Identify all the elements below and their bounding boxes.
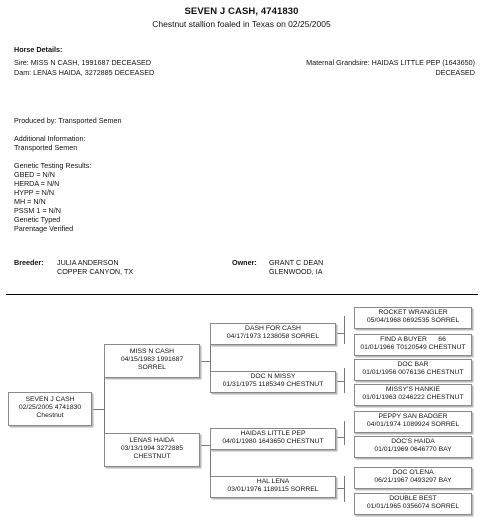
horse-info: 01/01/1966 T0120549 CHESTNUT bbox=[360, 344, 466, 351]
horse-info: 04/01/1980 1643650 CHESTNUT bbox=[222, 438, 324, 445]
pedigree-connector bbox=[200, 445, 210, 446]
genetic-result: GBED = N/N bbox=[14, 170, 55, 179]
pedigree-great-grandparent-box bbox=[354, 334, 472, 356]
genetic-result: Parentage Verified bbox=[14, 224, 74, 233]
pedigree-great-grandparent-box bbox=[354, 411, 472, 433]
pedigree-connector bbox=[344, 368, 345, 393]
pedigree-great-grandparent-box bbox=[354, 467, 472, 489]
maternal-grandsire-status: DECEASED bbox=[435, 68, 475, 77]
horse-info: 05/04/1968 0692535 SORREL bbox=[366, 317, 460, 324]
owner-name: GRANT C DEAN bbox=[269, 258, 324, 267]
horse-info: 06/21/1967 0493297 BAY bbox=[374, 477, 452, 484]
horse-name: MISSY'S HANKIE bbox=[385, 386, 441, 393]
horse-name: DOC N MISSY bbox=[250, 373, 296, 380]
pedigree-connector bbox=[336, 488, 344, 489]
genetic-result: PSSM 1 = N/N bbox=[14, 206, 61, 215]
horse-name: SEVEN J CASH bbox=[25, 396, 75, 403]
pedigree-sire-dam-box bbox=[210, 371, 336, 393]
horse-name: DASH FOR CASH bbox=[245, 325, 301, 332]
pedigree-connector bbox=[336, 333, 344, 334]
horse-name: DOC BAR bbox=[397, 361, 429, 368]
additional-info-label: Additional Information: bbox=[14, 134, 86, 143]
genetic-result: Genetic Typed bbox=[14, 215, 61, 224]
maternal-grandsire-line: Maternal Grandsire: HAIDAS LITTLE PEP (1643650) bbox=[306, 58, 475, 67]
pedigree-connector bbox=[92, 409, 104, 410]
pedigree-connector bbox=[336, 437, 344, 438]
horse-name: FIND A BUYER 66 bbox=[380, 336, 446, 343]
pedigree-sire-box bbox=[104, 344, 200, 378]
pedigree-connector bbox=[200, 361, 210, 362]
dam-line: Dam: LENAS HAIDA, 3272885 DECEASED bbox=[14, 68, 155, 77]
pedigree-great-grandparent-box bbox=[354, 307, 472, 329]
pedigree-dam-sire-box bbox=[210, 428, 336, 450]
genetic-result: MH = N/N bbox=[14, 197, 46, 206]
horse-name: DOC'S HAIDA bbox=[391, 438, 435, 445]
breeder-name: JULIA ANDERSON bbox=[57, 258, 119, 267]
horse-info: 01/31/1975 1185349 CHESTNUT bbox=[222, 381, 324, 388]
pedigree-connector bbox=[344, 316, 345, 344]
pedigree-connector bbox=[336, 381, 344, 382]
genetic-result: HERDA = N/N bbox=[14, 179, 60, 188]
horse-info: 01/01/1969 0646770 BAY bbox=[374, 446, 452, 453]
breeder-label: Breeder: bbox=[14, 258, 44, 267]
horse-info: 03/13/1994 3272885 bbox=[120, 445, 184, 452]
horse-name: DOUBLE BEST bbox=[389, 495, 437, 502]
horse-info: 03/01/1976 1189115 SORREL bbox=[227, 486, 319, 493]
horse-details-heading: Horse Details: bbox=[14, 45, 63, 54]
produced-by-line: Produced by: Transported Semen bbox=[14, 116, 122, 125]
pedigree-dam-dam-box bbox=[210, 476, 336, 498]
pedigree-great-grandparent-box bbox=[354, 359, 472, 381]
horse-color: CHESTNUT bbox=[133, 453, 171, 460]
pedigree-great-grandparent-box bbox=[354, 384, 472, 406]
genetic-result: HYPP = N/N bbox=[14, 188, 55, 197]
horse-info: 01/01/1963 0246222 CHESTNUT bbox=[362, 394, 464, 401]
pedigree-dam-box bbox=[104, 433, 200, 467]
horse-name: ROCKET WRANGLER bbox=[378, 309, 448, 316]
horse-info: 01/01/1956 0076136 CHESTNUT bbox=[362, 369, 464, 376]
page-subtitle: Chestnut stallion foaled in Texas on 02/25/2005 bbox=[152, 19, 331, 29]
horse-info: 04/15/1983 1991687 bbox=[120, 356, 184, 363]
owner-label: Owner: bbox=[232, 258, 257, 267]
pedigree-connector bbox=[344, 476, 345, 502]
breeder-location: COPPER CANYON, TX bbox=[57, 267, 134, 276]
horse-name: MISS N CASH bbox=[129, 348, 175, 355]
pedigree-subject-box bbox=[8, 392, 92, 426]
horse-info: 01/01/1965 0356074 SORREL bbox=[366, 503, 460, 510]
additional-info-value: Transported Semen bbox=[14, 143, 78, 152]
horse-name: LENAS HAIDA bbox=[129, 437, 175, 444]
sire-line: Sire: MISS N CASH, 1991687 DECEASED bbox=[14, 58, 152, 67]
horse-name: HAL LENA bbox=[256, 478, 290, 485]
section-divider bbox=[6, 294, 478, 295]
horse-color: Chestnut bbox=[36, 412, 64, 419]
horse-name: HAIDAS LITTLE PEP bbox=[240, 430, 306, 437]
horse-color: SORREL bbox=[138, 364, 166, 371]
horse-info: 04/17/1973 1238058 SORREL bbox=[226, 333, 320, 340]
horse-info: 02/25/2005 4741830 bbox=[18, 404, 82, 411]
horse-name: DOC O'LENA bbox=[392, 469, 434, 476]
pedigree-connector bbox=[344, 421, 345, 445]
owner-location: GLENWOOD, IA bbox=[269, 267, 323, 276]
pedigree-great-grandparent-box bbox=[354, 436, 472, 458]
pedigree-sire-sire-box bbox=[210, 323, 336, 345]
horse-info: 04/01/1974 1089924 SORREL bbox=[366, 421, 460, 428]
pedigree-great-grandparent-box bbox=[354, 493, 472, 515]
genetic-testing-heading: Genetic Testing Results: bbox=[14, 161, 92, 170]
horse-name: PEPPY SAN BADGER bbox=[378, 413, 448, 420]
page-title: SEVEN J CASH, 4741830 bbox=[184, 6, 299, 17]
